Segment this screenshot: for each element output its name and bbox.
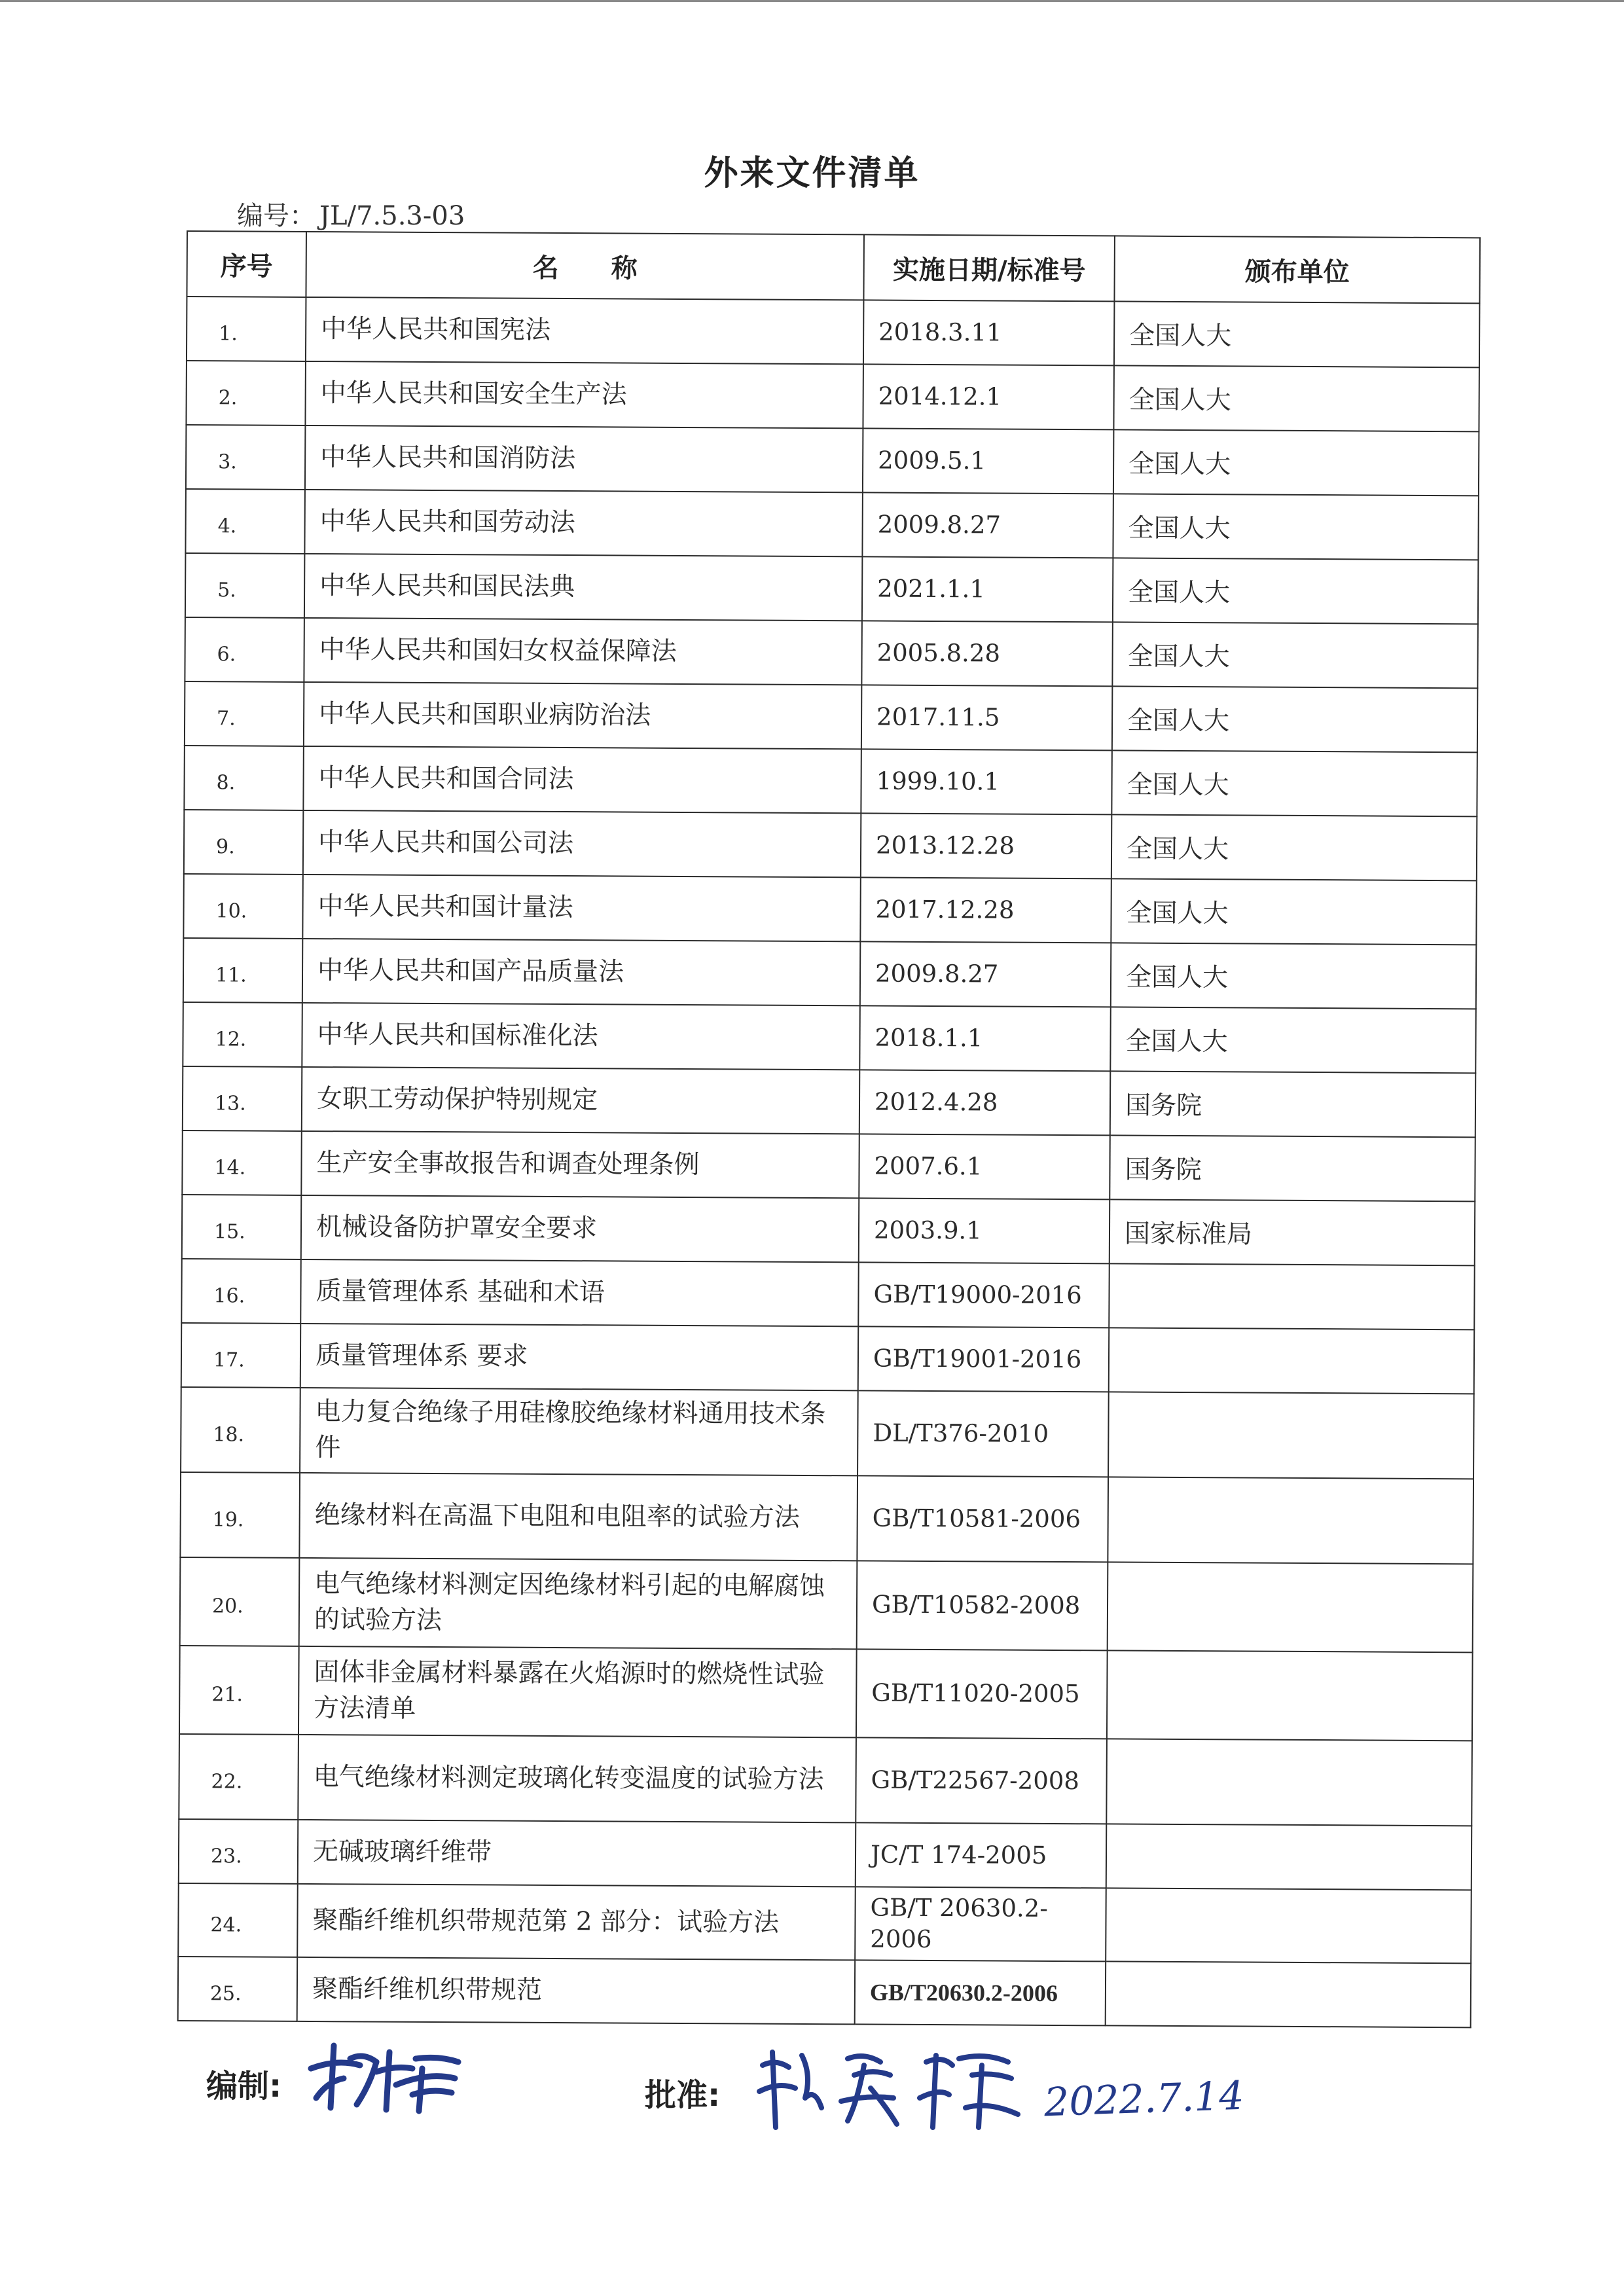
row-date-standard: 2007.6.1 [859,1134,1110,1199]
document-number [237,195,465,232]
table-row [179,1734,1472,1826]
row-date-standard: 2021.1.1 [862,556,1113,622]
table-row [181,1259,1474,1329]
row-name: 中华人民共和国计量法 [302,875,861,941]
approved-by-label: 批准: [645,2077,721,2114]
row-name: 电气绝缘材料测定玻璃化转变温度的试验方法 [298,1735,856,1822]
row-number: 7. [185,681,304,746]
row-date-standard: 2003.9.1 [859,1198,1110,1263]
row-number: 20. [180,1557,300,1646]
table-row [184,810,1477,880]
row-name: 聚酯纤维机织带规范第 2 部分：试验方法 [297,1884,856,1960]
row-issuer [1109,1328,1475,1394]
row-issuer [1107,1650,1473,1741]
table-body [178,297,1480,2027]
row-issuer [1109,1263,1475,1329]
table-row [184,746,1477,816]
row-issuer: 国务院 [1110,1071,1476,1137]
row-number: 6. [185,617,304,682]
row-name: 无碱玻璃纤维带 [298,1820,856,1887]
compiled-by-label: 编制: [206,2068,282,2105]
document-title: 外来文件清单 [704,154,920,193]
row-date-standard: 2013.12.28 [861,813,1112,878]
row-date-standard: 2017.11.5 [861,685,1113,750]
table-row [185,617,1477,688]
row-number: 4. [185,489,305,554]
row-date-standard: JC/T 174-2005 [856,1822,1107,1888]
table-row [178,1883,1471,1963]
table-row [183,938,1476,1009]
row-date-standard: 2005.8.28 [861,621,1113,686]
row-name: 生产安全事故报告和调查处理条例 [301,1131,859,1198]
row-number: 12. [183,1002,302,1067]
row-date-standard: 2009.5.1 [863,428,1114,494]
row-name: 电力复合绝缘子用硅橡胶绝缘材料通用技术条件 [300,1388,858,1475]
row-issuer: 全国人大 [1113,429,1479,496]
row-name: 中华人民共和国产品质量法 [302,939,861,1005]
row-name: 中华人民共和国宪法 [306,297,864,364]
row-date-standard: 2018.3.11 [863,300,1115,365]
row-issuer: 全国人大 [1111,750,1477,816]
row-number: 25. [178,1957,298,2021]
row-number: 8. [184,746,304,810]
header-number: 序号 [187,231,306,297]
row-date-standard: GB/T10582-2008 [857,1561,1108,1650]
row-number: 18. [181,1387,300,1473]
document-number-label: 编号： [237,201,316,231]
header-name: 名 称 [306,232,864,300]
row-name: 中华人民共和国劳动法 [304,490,863,556]
table-row [182,1195,1475,1265]
row-name: 绝缘材料在高温下电阻和电阻率的试验方法 [299,1473,857,1561]
row-number: 13. [183,1066,302,1131]
row-issuer [1106,1739,1472,1826]
row-date-standard: GB/T22567-2008 [856,1737,1107,1824]
table-row [185,553,1478,624]
row-number: 9. [184,810,304,875]
table-row [185,681,1477,752]
row-name: 中华人民共和国消防法 [305,425,863,492]
row-number: 2. [186,361,306,425]
row-number: 15. [182,1195,302,1259]
row-name: 中华人民共和国妇女权益保障法 [304,618,862,685]
row-number: 11. [183,938,303,1003]
row-name: 电气绝缘材料测定因绝缘材料引起的电解腐蚀的试验方法 [299,1558,857,1649]
table-row [186,425,1479,496]
row-number: 19. [180,1472,300,1558]
table-row [181,1387,1474,1479]
row-number: 21. [179,1646,299,1735]
row-date-standard: 1999.10.1 [861,749,1112,814]
row-number: 17. [181,1323,301,1388]
row-number: 16. [181,1259,301,1324]
table-row [186,361,1479,431]
row-issuer: 全国人大 [1111,814,1477,880]
approval-date: 2022.7.14 [1043,2072,1245,2126]
row-issuer: 全国人大 [1111,943,1477,1009]
row-date-standard: GB/T20630.2-2006 [855,1960,1106,2025]
row-date-standard: 2014.12.1 [863,364,1114,429]
table-header-row [187,231,1479,303]
row-issuer [1106,1961,1471,2027]
row-number: 24. [178,1883,298,1957]
row-date-standard: 2009.8.27 [860,941,1111,1007]
row-issuer [1106,1824,1472,1890]
row-date-standard: GB/T19001-2016 [858,1326,1110,1392]
row-issuer: 全国人大 [1113,494,1479,560]
row-name: 固体非金属材料暴露在火焰源时的燃烧性试验方法清单 [298,1646,857,1737]
signature-approver [749,2036,1038,2134]
row-number: 5. [185,553,305,618]
table-row [181,1323,1474,1394]
header-date-standard: 实施日期/标准号 [863,234,1115,301]
row-date-standard: 2012.4.28 [859,1070,1111,1135]
table-row [178,1957,1471,2027]
table-row [183,1066,1475,1137]
row-date-standard: 2017.12.28 [860,877,1111,943]
row-name: 质量管理体系 基础和术语 [300,1259,859,1326]
row-number: 3. [186,425,306,490]
row-date-standard: GB/T10581-2006 [857,1475,1108,1562]
row-number: 14. [182,1130,302,1195]
row-date-standard: 2009.8.27 [862,492,1113,558]
row-issuer [1108,1477,1473,1564]
row-number: 1. [187,297,306,361]
row-name: 机械设备防护罩安全要求 [301,1195,859,1262]
table-row [180,1557,1473,1652]
row-issuer: 全国人大 [1114,301,1480,367]
row-issuer [1108,1392,1474,1479]
row-date-standard: DL/T376-2010 [857,1390,1109,1477]
table-row [187,297,1479,367]
row-name: 聚酯纤维机织带规范 [297,1957,856,2024]
table-row [185,489,1478,560]
table-row [179,1646,1473,1741]
row-name: 中华人民共和国合同法 [303,746,861,813]
row-date-standard: GB/T19000-2016 [858,1262,1110,1328]
row-name: 中华人民共和国安全生产法 [305,361,863,428]
row-issuer [1106,1888,1471,1963]
table-row [183,874,1476,945]
row-name: 中华人民共和国职业病防治法 [304,682,862,749]
row-name: 中华人民共和国标准化法 [302,1003,860,1070]
row-name: 女职工劳动保护特别规定 [302,1067,860,1134]
header-issuer: 颁布单位 [1114,236,1480,303]
signature-compiler [298,2033,468,2118]
row-issuer: 全国人大 [1113,558,1479,624]
row-date-standard: 2018.1.1 [859,1005,1111,1071]
table-row [179,1819,1471,1890]
row-issuer: 全国人大 [1113,365,1479,431]
row-issuer: 国务院 [1110,1135,1475,1201]
table-row [183,1002,1475,1073]
row-issuer [1108,1562,1473,1652]
row-number: 22. [179,1734,298,1820]
row-name: 中华人民共和国公司法 [303,810,861,877]
table-row [182,1130,1475,1201]
row-date-standard: GB/T11020-2005 [856,1649,1108,1739]
table-row [180,1472,1473,1564]
row-issuer: 全国人大 [1112,686,1478,752]
document-number-value: JL/7.5.3-03 [319,201,465,231]
row-number: 10. [183,874,303,939]
row-date-standard: GB/T 20630.2-2006 [855,1887,1106,1961]
row-issuer: 全国人大 [1110,1007,1476,1073]
row-issuer: 全国人大 [1111,878,1477,945]
external-documents-table [177,230,1481,2028]
row-name: 中华人民共和国民法典 [304,554,863,621]
row-issuer: 国家标准局 [1110,1199,1475,1265]
scan-edge-line [0,0,1624,2]
row-name: 质量管理体系 要求 [300,1324,859,1390]
row-number: 23. [179,1819,298,1884]
row-issuer: 全国人大 [1112,622,1478,688]
